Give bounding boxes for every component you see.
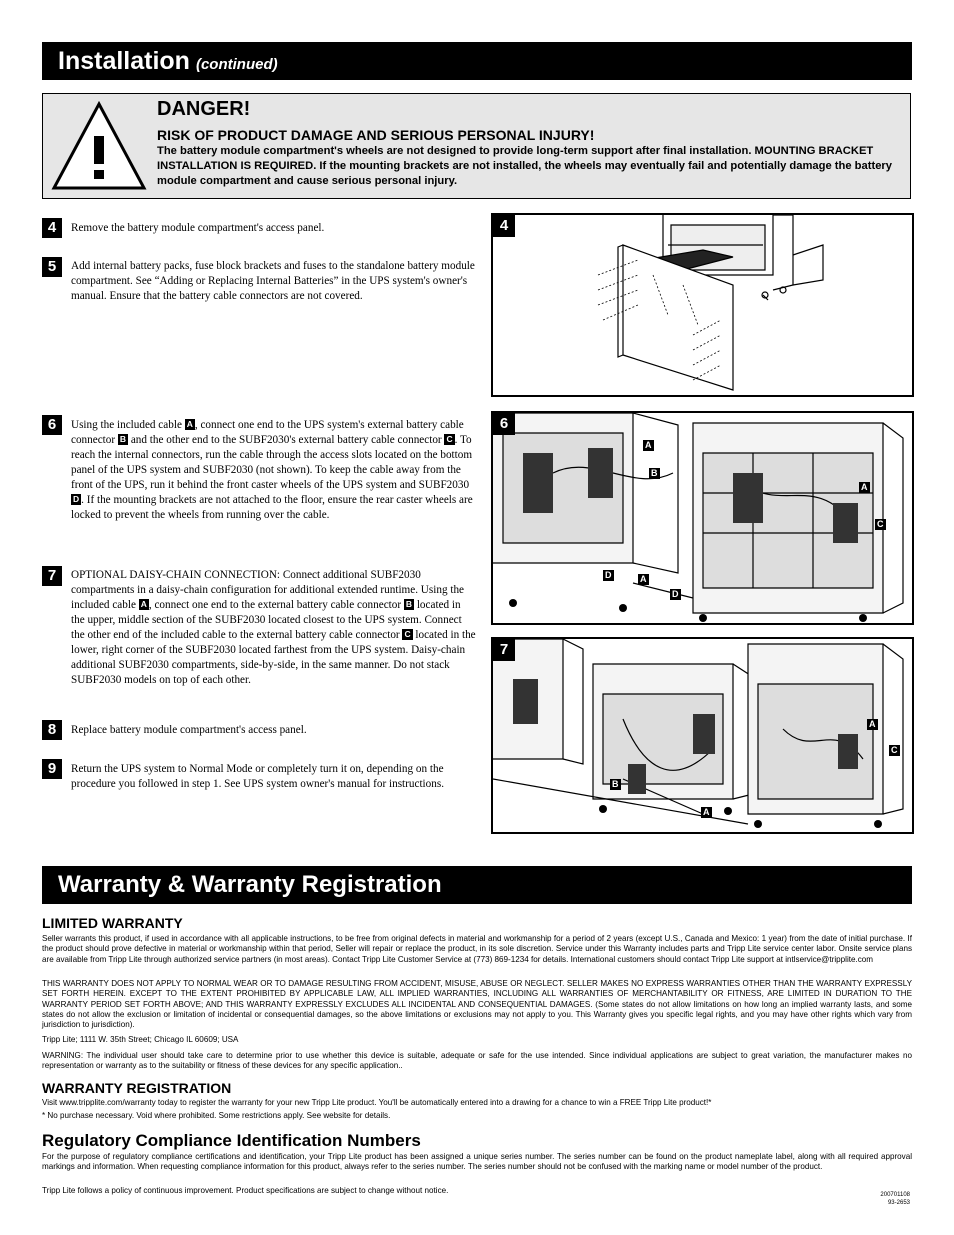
danger-body: The battery module compartment's wheels are not designed to provide long-term support after final installation. MOUNTING BRACKET INSTALLATION IS REQUIRED. If the mounting brackets are not installed, the wheels may eventually fail and potentially damage the battery module compartment and cause serious personal injury. <box>157 145 892 187</box>
title-text: Installation <box>58 47 190 75</box>
registration-footnote: * No purchase necessary. Void where prohibited. Some restrictions apply. See website for details. <box>42 1111 391 1120</box>
callout-a: A <box>869 719 876 729</box>
figure-number: 4 <box>493 215 515 237</box>
callout-d: D <box>672 589 679 599</box>
label-a: A <box>140 599 147 609</box>
figure-number: 7 <box>493 639 515 661</box>
figure-7 <box>491 637 914 834</box>
step-number: 9 <box>42 759 62 779</box>
label-c: C <box>446 434 453 444</box>
limited-warranty-heading: LIMITED WARRANTY <box>42 915 183 931</box>
figure-6 <box>491 411 914 625</box>
callout-b: B <box>651 468 658 478</box>
warranty-paragraph: Seller warrants this product, if used in accordance with all applicable instructions, to be free from original defects in material and workmanship for a period of 2 years (except U.S., Canada and Mexico: 1 year) from the date of initial purchase. If the product should prove defective in material or workmanship within that period, Seller will repair or replace the product, in its sole discretion. Service under this Warranty includes parts and Tripp Lite service center labor. Onsite service plans are available from Tripp Lite through authorized service partners (in most areas). Contact Tripp Lite Customer Service at (773) 869-1234 for details. International customers should contact Tripp Lite support at intlservice@tripplite.com <box>42 934 912 964</box>
warranty-registration-heading: WARRANTY REGISTRATION <box>42 1080 232 1096</box>
warranty-title: Warranty & Warranty Registration <box>58 871 442 898</box>
step-number: 7 <box>42 566 62 586</box>
label-a: A <box>186 419 193 429</box>
address-text: Tripp Lite; 1111 W. 35th Street; Chicago IL 60609; USA <box>42 1035 239 1044</box>
installation-header <box>42 42 912 80</box>
callout-a: A <box>640 574 647 584</box>
figure-number: 6 <box>493 413 515 435</box>
page-title <box>42 42 912 84</box>
callout-c: C <box>877 519 884 529</box>
warning-paragraph: WARNING: The individual user should take care to determine prior to use whether this device is suitable, adequate or safe for the use intended. Since individual applications are subject to great variation, the manufacturer makes no representation or warranty as to the suitability or fitness of these devices for any specific application.. <box>42 1051 912 1071</box>
step-text: Return the UPS system to Normal Mode or completely turn it on, depending on the procedure you followed in step 1. See UPS system owner's manual for instructions. <box>71 763 445 790</box>
step-number: 5 <box>42 257 62 277</box>
panel-removal-illustration <box>493 215 912 395</box>
daisy-chain-illustration <box>493 639 912 832</box>
step-number: 4 <box>42 218 62 238</box>
step-number: 8 <box>42 720 62 740</box>
callout-b: B <box>612 779 619 789</box>
step-number: 6 <box>42 415 62 435</box>
step-text: Add internal battery packs, fuse block brackets and fuses to the standalone battery module compartment. See “Adding or Replacing Internal Batteries” in the UPS system's owner's manual. Ensure that the battery cable connectors are not covered. <box>71 260 475 302</box>
callout-a: A <box>645 440 652 450</box>
label-d: D <box>73 494 80 504</box>
regulatory-heading: Regulatory Compliance Identification Numbers <box>42 1131 421 1150</box>
callout-a: A <box>861 482 868 492</box>
warning-triangle-icon <box>51 100 147 192</box>
warranty-exclusions-paragraph: THIS WARRANTY DOES NOT APPLY TO NORMAL WEAR OR TO DAMAGE RESULTING FROM ACCIDENT, MISUSE, ABUSE OR NEGLECT. SELLER MAKES NO EXPRESS WARRANTIES OTHER THAN THE WARRANTY EXPRESSLY SET FORTH HEREIN. EXCEPT TO THE EXTENT PROHIBITED BY APPLICABLE LAW, ALL IMPLIED WARRANTIES, INCLUDING ALL WARRANTIES OF MERCHANTABILITY OR FITNESS, ARE LIMITED IN DURATION TO THE WARRANTY PERIOD SET FORTH ABOVE; AND THIS WARRANTY EXPRESSLY EXCLUDES ALL INCIDENTAL AND CONSEQUENTIAL DAMAGES. (Some states do not allow limitations on how long an implied warranty lasts, and some states do not allow the exclusion or limitation of incidental or consequential damages, so the above limitations or exclusions may not apply to you. This Warranty gives you specific legal rights, and you may have other rights which vary from jurisdiction to jurisdiction). <box>42 979 912 1030</box>
label-b: B <box>405 599 413 609</box>
danger-subtitle: RISK OF PRODUCT DAMAGE AND SERIOUS PERSONAL INJURY! <box>157 127 595 143</box>
step-text: OPTIONAL DAISY-CHAIN CONNECTION: Connect additional SUBF2030 compartments in a daisy-chain configuration for additional extended runtime. Using the included cable A , connect one end to the external battery cable connector B located in the upper, middle section of the SUBF2030 located closest to the UPS system. Connect the other end of the included cable to the external battery cable connector C located in the lower, right corner of the SUBF2030 located farthest from the UPS system. Daisy-chain additional SUBF2030 compartments, side-by-side, in the same manner. Do not stack SUBF2030 models on top of each other. <box>71 569 476 686</box>
callout-c: C <box>891 745 898 755</box>
danger-box <box>42 93 911 199</box>
registration-paragraph: Visit www.tripplite.com/warranty today to register the warranty for your new Tripp Lite product. You'll be automatically entered into a drawing for a chance to win a FREE Tripp Lite product!* <box>42 1098 712 1107</box>
figure-4 <box>491 213 914 397</box>
callout-a: A <box>703 807 710 817</box>
step-text: Remove the battery module compartment's access panel. <box>71 222 325 234</box>
part-number: 93-2653 <box>887 1200 910 1206</box>
callout-d: D <box>605 570 612 580</box>
regulatory-paragraph: For the purpose of regulatory compliance certifications and identification, your Tripp Lite product has been assigned a unique series number. The series number can be found on the product nameplate label, along with all required approval markings and information. When requesting compliance information for this product, always refer to the series number. The series number should not be confused with the marking name or model number of the product. <box>42 1152 912 1172</box>
step-text: Using the included cable A , connect one end to the UPS system's external battery cable connector B and the other end to the SUBF2030's external battery cable connector C . To reach the internal connectors, run the cable through the access slots located on the bottom panel of the UPS system and SUBF2030 (not shown). To keep the cable away from the front of the UPS, run it behind the front caster wheels of the UPS system and SUBF2030 D . If the mounting brackets are not attached to the floor, ensure the rear caster wheels are locked to prevent the wheels from running over the cable. <box>71 419 473 521</box>
improvement-notice: Tripp Lite follows a policy of continuous improvement. Product specifications are subject to change without notice. <box>42 1186 449 1195</box>
warranty-header <box>42 866 912 904</box>
step-text: Replace battery module compartment's access panel. <box>71 724 307 736</box>
label-c: C <box>404 629 411 639</box>
label-b: B <box>119 434 127 444</box>
document-code: 200701108 <box>880 1192 910 1198</box>
cable-connection-illustration <box>493 413 912 623</box>
danger-title: DANGER! <box>157 98 251 120</box>
title-continued: (continued) <box>195 56 278 73</box>
